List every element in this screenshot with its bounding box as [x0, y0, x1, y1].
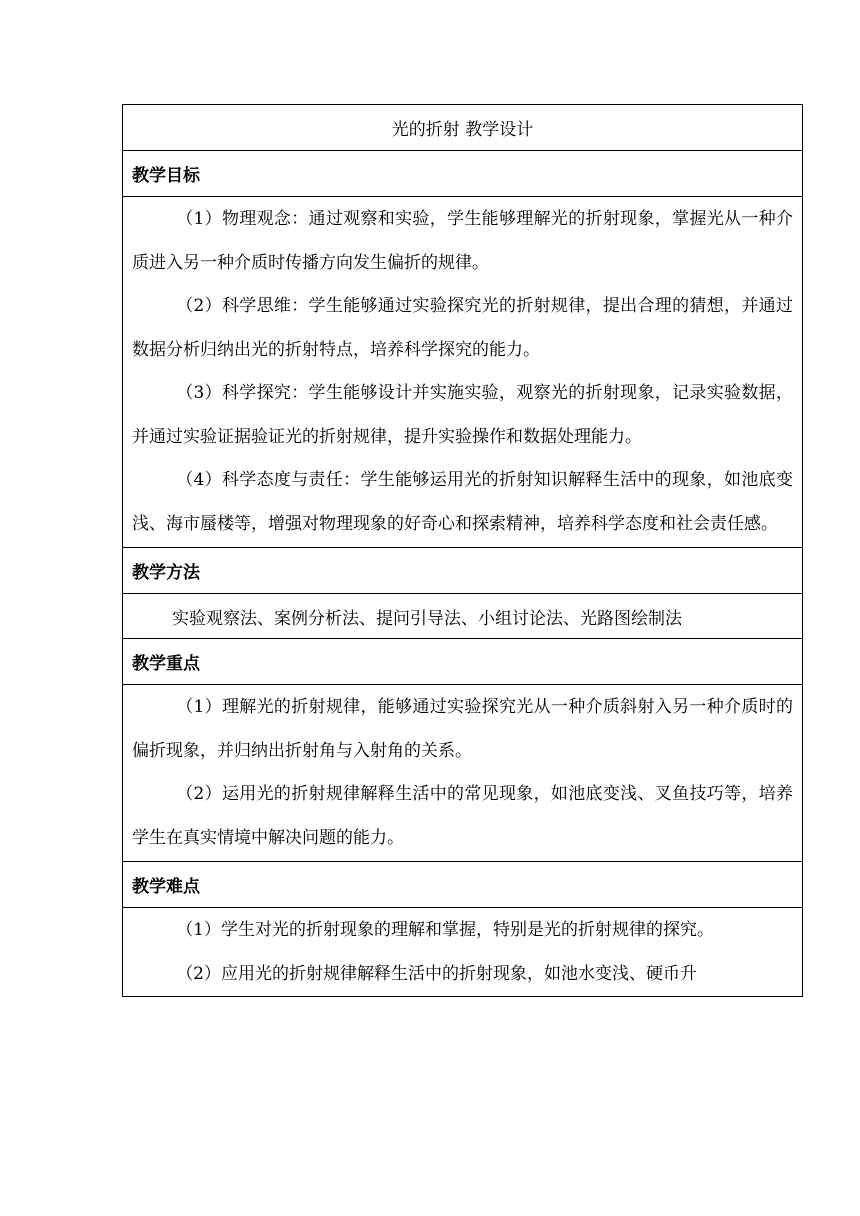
objectives-content [123, 197, 802, 548]
key-points-content [123, 685, 802, 862]
section-heading-methods [123, 548, 802, 594]
key-point-item: （1）理解光的折射规律，能够通过实验探究光从一种介质斜射入另一种介质时的偏折现象，并归纳出折射角与入射角的关系。 [132, 697, 793, 761]
document-title-text: 光的折射 教学设计 [391, 120, 534, 140]
key-point-item: （2）运用光的折射规律解释生活中的常见现象，如池底变浅、叉鱼技巧等，培养学生在真实情境中解决问题的能力。 [132, 784, 793, 848]
difficulty-item: （1）学生对光的折射现象的理解和掌握，特别是光的折射规律的探究。 [176, 920, 715, 940]
methods-text: 实验观察法、案例分析法、提问引导法、小组讨论法、光路图绘制法 [172, 608, 682, 629]
section-heading-difficulties [123, 862, 802, 908]
section-heading-objectives [123, 151, 802, 197]
difficulties-content [123, 908, 802, 997]
section-heading-difficulties-text: 教学难点 [132, 877, 200, 897]
objective-item: （3）科学探究：学生能够设计并实施实验，观察光的折射现象，记录实验数据，并通过实验证据验证光的折射规律，提升实验操作和数据处理能力。 [132, 383, 793, 447]
lesson-plan-table [122, 104, 803, 997]
objective-item: （4）科学态度与责任：学生能够运用光的折射知识解释生活中的现象，如池底变浅、海市蜃楼等，增强对物理现象的好奇心和探索精神，培养科学态度和社会责任感。 [132, 470, 793, 534]
methods-content [123, 594, 802, 639]
section-heading-key-points [123, 639, 802, 685]
section-heading-objectives-text: 教学目标 [132, 166, 200, 186]
document-title [123, 105, 802, 151]
objective-item: （1）物理观念：通过观察和实验，学生能够理解光的折射现象，掌握光从一种介质进入另一种介质时传播方向发生偏折的规律。 [132, 209, 793, 273]
objective-item: （2）科学思维：学生能够通过实验探究光的折射规律，提出合理的猜想，并通过数据分析归纳出光的折射特点，培养科学探究的能力。 [132, 296, 793, 360]
difficulty-item: （2）应用光的折射规律解释生活中的折射现象，如池水变浅、硬币升 [176, 963, 698, 984]
section-heading-key-points-text: 教学重点 [132, 654, 200, 674]
section-heading-methods-text: 教学方法 [132, 563, 200, 583]
